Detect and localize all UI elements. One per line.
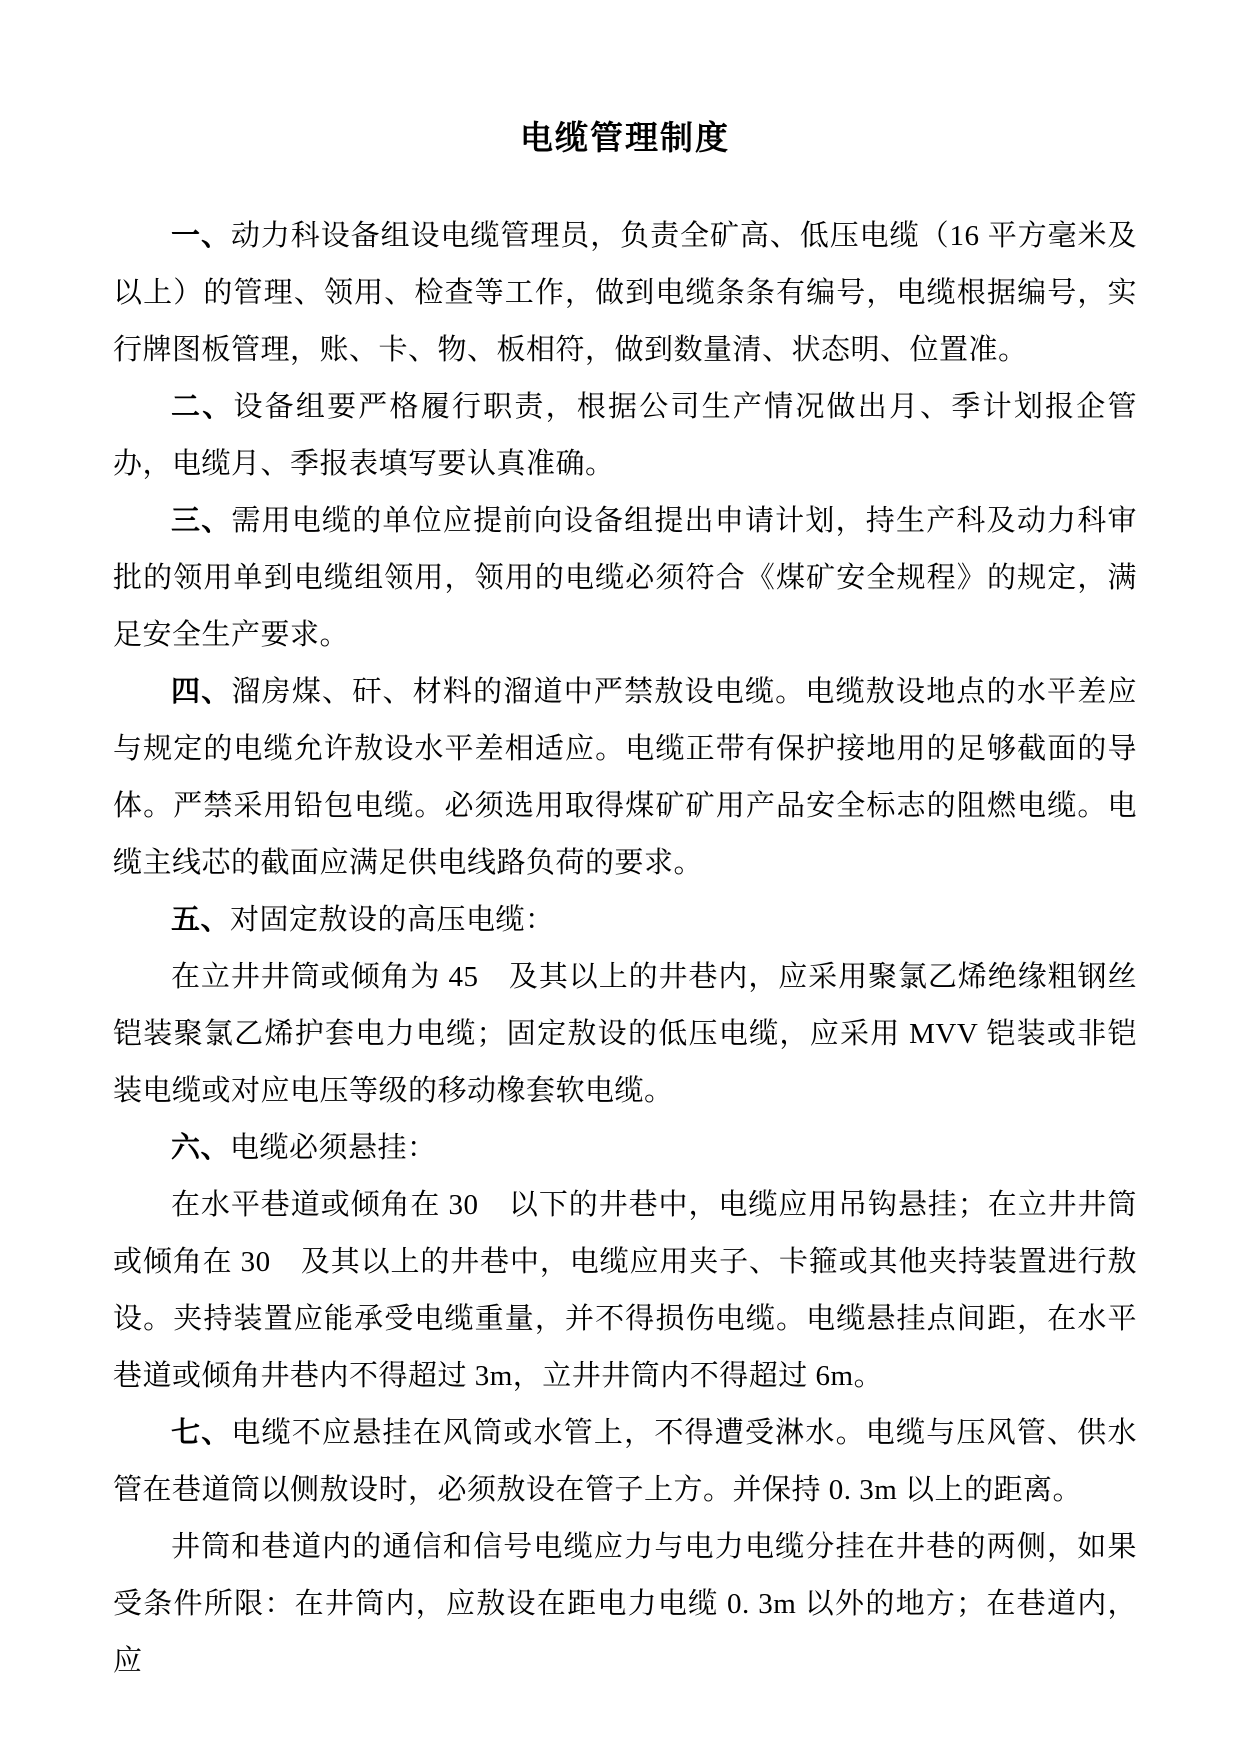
paragraph — [113, 1120, 1137, 1177]
paragraph-marker: 四、 — [171, 676, 232, 708]
paragraph — [113, 949, 1137, 1120]
document-body — [113, 208, 1137, 1690]
paragraph — [113, 208, 1137, 379]
paragraph-text: 在立井井筒或倾角为 45 及其以上的井巷内，应采用聚氯乙烯绝缘粗钢丝铠装聚氯乙烯护套电力电缆；固定敖设的低压电缆，应采用 MVV 铠装或非铠装电缆或对应电压等级的移动橡套软电缆。 — [113, 961, 1137, 1107]
paragraph-text: 设备组要严格履行职责，根据公司生产情况做出月、季计划报企管办，电缆月、季报表填写要认真准确。 — [113, 391, 1137, 480]
paragraph-marker: 五、 — [171, 904, 231, 936]
paragraph-marker: 七、 — [171, 1417, 232, 1449]
paragraph-text: 在水平巷道或倾角在 30 以下的井巷中，电缆应用吊钩悬挂；在立井井筒或倾角在 30 及其以上的井巷中，电缆应用夹子、卡箍或其他夹持装置进行敖设。夹持装置应能承受电缆重量，并不得损伤电缆。电缆悬挂点间距，在水平巷道或倾角井巷内不得超过 3m，立井井筒内不得超过 6m。 — [113, 1189, 1137, 1392]
paragraph-marker: 一、 — [171, 220, 231, 252]
paragraph — [113, 379, 1137, 493]
paragraph-marker: 二、 — [171, 391, 234, 423]
paragraph-marker: 三、 — [171, 505, 232, 537]
paragraph — [113, 892, 1137, 949]
paragraph — [113, 664, 1137, 892]
paragraph-text: 对固定敖设的高压电缆： — [230, 904, 555, 936]
paragraph-text: 需用电缆的单位应提前向设备组提出申请计划，持生产科及动力科审批的领用单到电缆组领用，领用的电缆必须符合《煤矿安全规程》的规定，满足安全生产要求。 — [113, 505, 1137, 651]
paragraph — [113, 493, 1137, 664]
paragraph-text: 电缆不应悬挂在风筒或水管上，不得遭受淋水。电缆与压风管、供水管在巷道筒以侧敖设时，必须敖设在管子上方。并保持 0. 3m 以上的距离。 — [113, 1417, 1137, 1506]
paragraph-marker: 六、 — [171, 1132, 231, 1164]
paragraph-text: 井筒和巷道内的通信和信号电缆应力与电力电缆分挂在井巷的两侧，如果受条件所限：在井筒内，应敖设在距电力电缆 0. 3m 以外的地方；在巷道内，应 — [113, 1531, 1137, 1677]
paragraph — [113, 1177, 1137, 1405]
paragraph — [113, 1519, 1137, 1690]
paragraph — [113, 1405, 1137, 1519]
paragraph-text: 电缆必须悬挂： — [230, 1132, 437, 1164]
page-title: 电缆管理制度 — [520, 121, 730, 157]
paragraph-text: 溜房煤、矸、材料的溜道中严禁敖设电缆。电缆敖设地点的水平差应与规定的电缆允许敖设水平差相适应。电缆正带有保护接地用的足够截面的导体。严禁采用铅包电缆。必须选用取得煤矿矿用产品安全标志的阻燃电缆。电缆主线芯的截面应满足供电线路负荷的要求。 — [113, 676, 1137, 879]
paragraph-text: 动力科设备组设电缆管理员，负责全矿高、低压电缆（16 平方毫米及以上）的管理、领用、检查等工作，做到电缆条条有编号，电缆根据编号，实行牌图板管理，账、卡、物、板相符，做到数量清、状态明、位置准。 — [113, 220, 1137, 366]
